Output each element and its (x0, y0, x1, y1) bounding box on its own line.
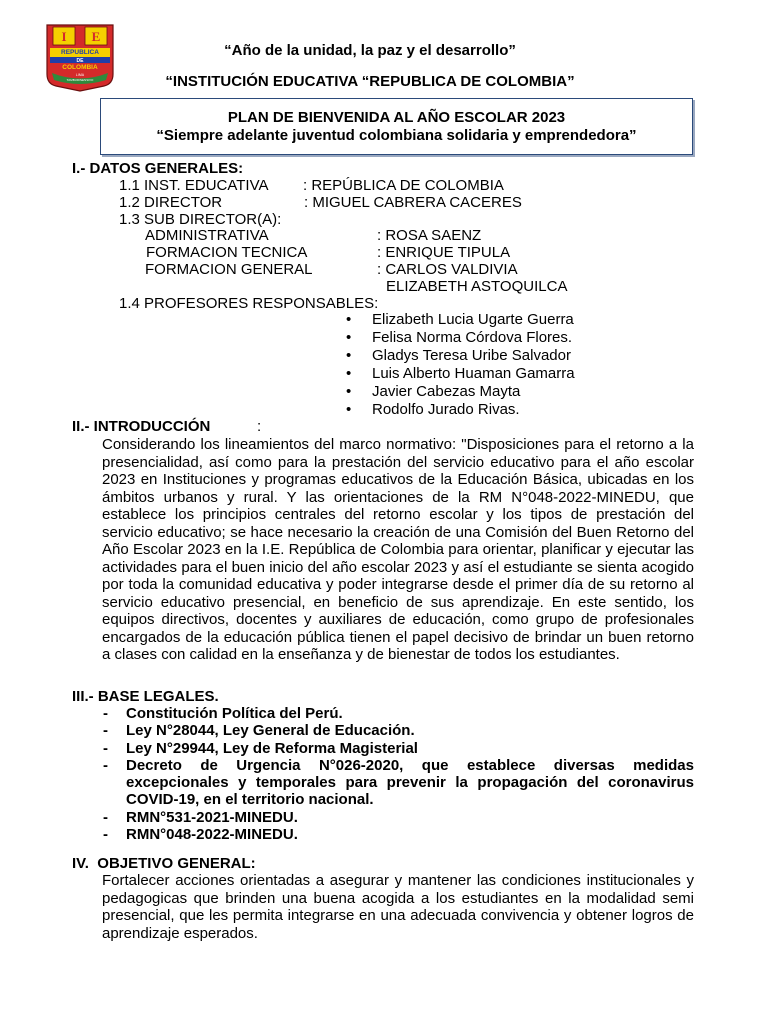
datos-heading: I.- DATOS GENERALES: (72, 160, 244, 177)
list-item: • Elizabeth Lucia Ugarte Guerra (344, 311, 575, 329)
admin-value: : ROSA SAENZ (377, 227, 482, 244)
tecnica-value: : ENRIQUE TIPULA (377, 244, 511, 261)
crest-ribbon-small1: LIMA (75, 73, 85, 77)
list-item: - RMN°048-2022-MINEDU. (102, 826, 694, 843)
intro-paragraph: Considerando los lineamientos del marco normativo: "Disposiciones para el retorno a la presencialidad, así como para la prestación del servicio educativo para el año escolar 2023 en Instituciones y programas educativos de la Educación Básica, ubicadas en los ámbitos urbanos y rural. Y las orientaciones de la RM N°048-2022-MINEDU, que establece los principios centrales del retorno escolar y los tipos de prestación del servicio educativo; se hace necesario la creación de una Comisión del Buen Retorno del Año Escolar 2023 en la I.E. República de Colombia para orientar, planificar y ejecutar las actividades para el buen inicio del año escolar 2023 y así el estudiante se sienta acogido por toda la comunidad educativa y poder integrarse desde el primer día de su retorno al servicio educativo presencial, en beneficio de sus aprendizaje. En este sentido, los equipos directivos, docentes y auxiliares de educación, como grupo de profesionales encargados de la educación pública tienen el papel decisivo de brindar un buen retorno a clases con calidad en la enseñanza y de bienestar de todos los estudiantes. (102, 436, 694, 663)
subdirector-label: 1.3 SUB DIRECTOR(A): (119, 211, 282, 228)
general-value: : CARLOS VALDIVIA (377, 261, 518, 278)
teachers-list (344, 311, 575, 419)
list-item: • Gladys Teresa Uribe Salvador (344, 347, 575, 365)
crest-letter-e: E (91, 29, 101, 44)
year-motto: “Año de la unidad, la paz y el desarrollo” (224, 42, 516, 59)
institution-name: “INSTITUCIÓN EDUCATIVA “REPUBLICA DE COLOMBIA” (165, 73, 575, 90)
list-item: - Constitución Política del Perú. (102, 705, 694, 722)
list-item: • Felisa Norma Córdova Flores. (344, 329, 575, 347)
inst-value: : REPÚBLICA DE COLOMBIA (303, 177, 504, 194)
list-item: - Ley N°28044, Ley General de Educación. (102, 722, 694, 739)
plan-title: PLAN DE BIENVENIDA AL AÑO ESCOLAR 2023 (227, 109, 566, 126)
list-item: • Luis Alberto Huaman Gamarra (344, 365, 575, 383)
crest-ribbon-small2: TAMBURINENSIVO (66, 78, 94, 82)
legal-heading: III.- BASE LEGALES. (72, 688, 219, 705)
intro-heading: II.- INTRODUCCIÓN (72, 418, 211, 435)
objetivo-paragraph: Fortalecer acciones orientadas a asegurar y mantener las condiciones institucionales y pedagogicas que brinden una buena acogida a los estudiantes en la modalidad semi presencial, que les permita integrarse en una adecuada convivencia y obtener logros de aprendizaje esperados. (102, 872, 694, 942)
crest-letter-i: I (61, 29, 67, 44)
general-label: FORMACION GENERAL (145, 261, 313, 278)
school-crest-logo (44, 22, 116, 92)
general-value-2: ELIZABETH ASTOQUILCA (386, 278, 568, 295)
intro-colon: : (257, 418, 262, 435)
list-item: • Javier Cabezas Mayta (344, 383, 575, 401)
list-item: - Decreto de Urgencia N°026-2020, que establece diversas medidas excepcionales y temporales para prevenir la propagación del coronavirus COVID-19, en el territorio nacional. (102, 757, 694, 809)
director-value: : MIGUEL CABRERA CACERES (304, 194, 522, 211)
admin-label: ADMINISTRATIVA (145, 227, 269, 244)
crest-ribbon-top: REPUBLICA (61, 49, 99, 56)
crest-ribbon-name: COLOMBIA (62, 64, 98, 71)
plan-subtitle: “Siempre adelante juventud colombiana solidaria y emprendedora” (156, 127, 637, 144)
title-box (100, 98, 693, 155)
crest-ribbon-mid: DE (76, 58, 84, 64)
inst-label: 1.1 INST. EDUCATIVA (119, 177, 269, 194)
profesores-label: 1.4 PROFESORES RESPONSABLES: (119, 295, 379, 312)
objetivo-heading: IV. OBJETIVO GENERAL: (72, 855, 256, 872)
list-item: - RMN°531-2021-MINEDU. (102, 809, 694, 826)
list-item: - Ley N°29944, Ley de Reforma Magisterial (102, 740, 694, 757)
director-label: 1.2 DIRECTOR (119, 194, 223, 211)
tecnica-label: FORMACION TECNICA (146, 244, 308, 261)
legal-list (102, 705, 694, 843)
list-item: • Rodolfo Jurado Rivas. (344, 401, 575, 419)
